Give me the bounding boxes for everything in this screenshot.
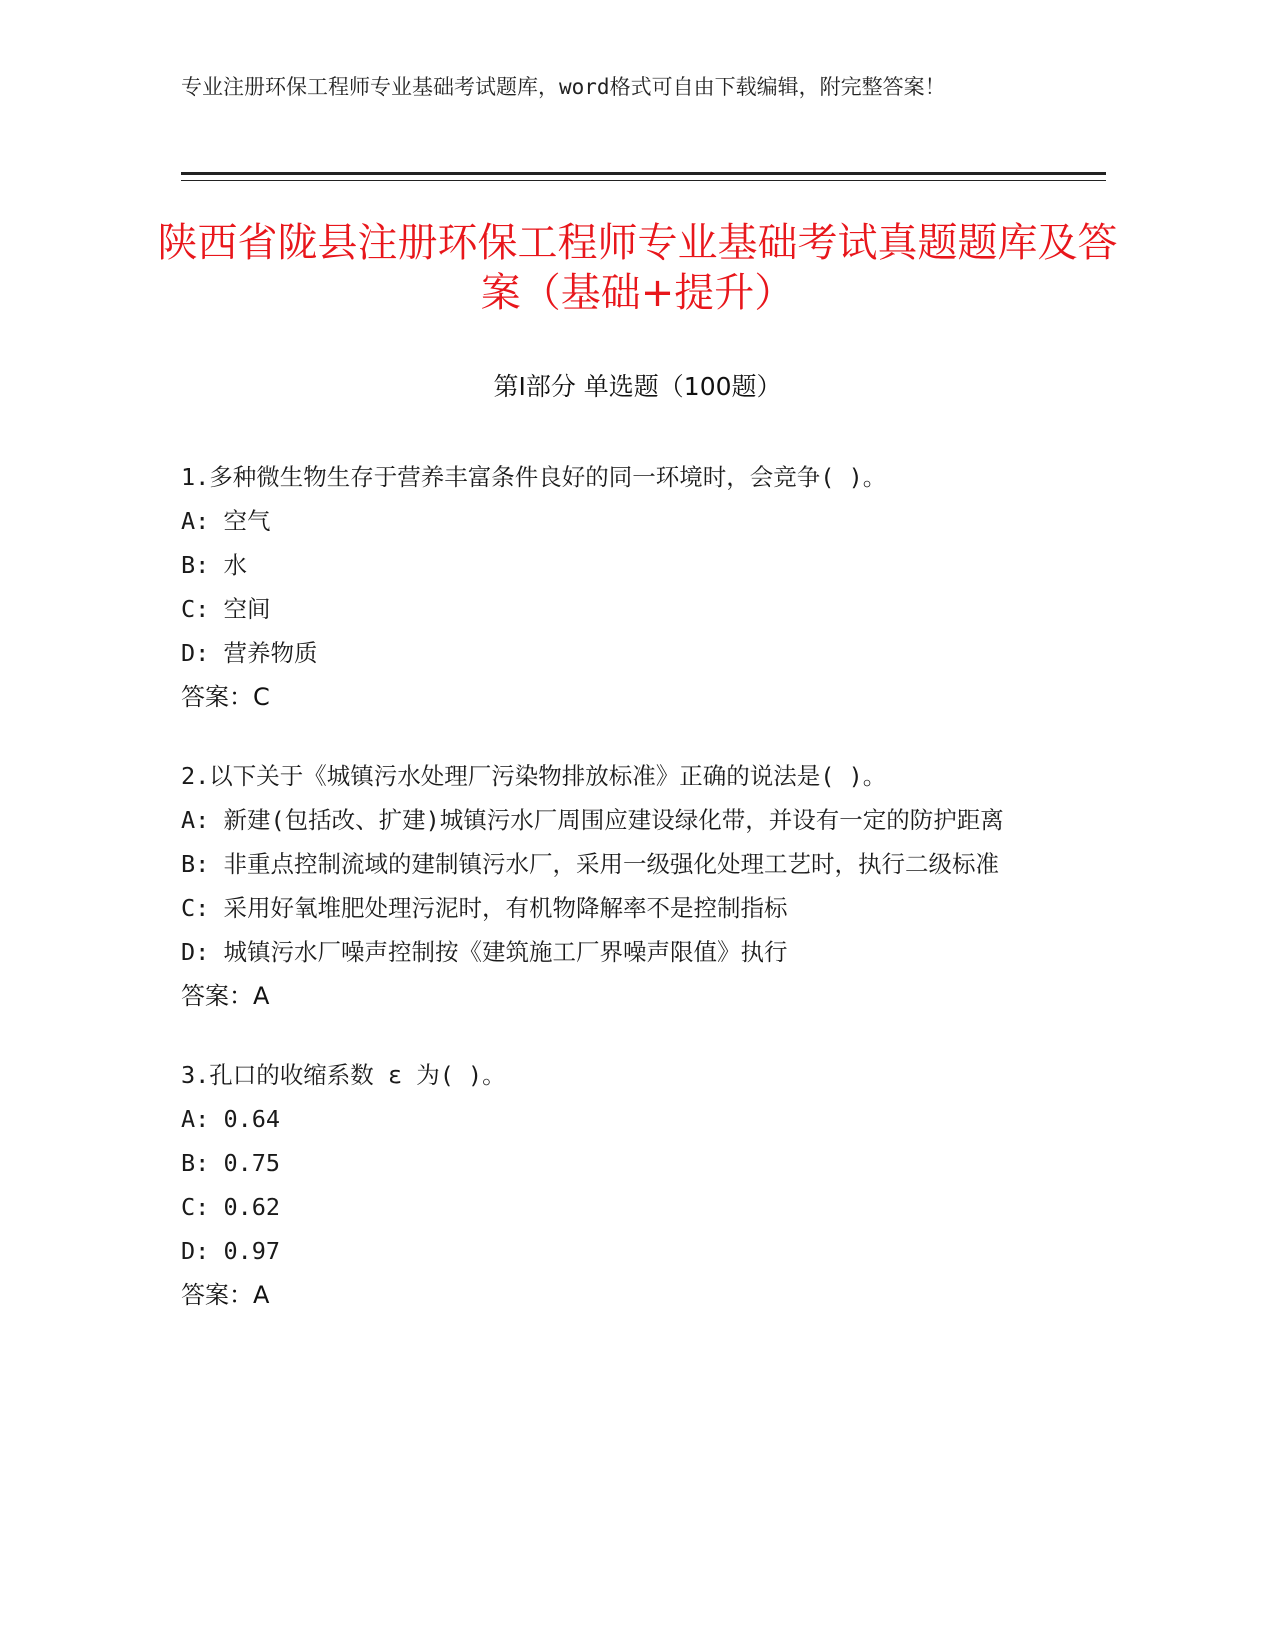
answer: 答案：A xyxy=(181,1281,270,1309)
option-d: D: 城镇污水厂噪声控制按《建筑施工厂界噪声限值》执行 xyxy=(181,938,788,966)
answer: 答案：A xyxy=(181,982,270,1010)
option-b: B: 非重点控制流域的建制镇污水厂，采用一级强化处理工艺时，执行二级标准 xyxy=(181,850,999,878)
question-1 xyxy=(181,455,1081,719)
option-b: B: 0.75 xyxy=(181,1149,281,1177)
option-a: A: 新建(包括改、扩建)城镇污水厂周围应建设绿化带，并设有一定的防护距离 xyxy=(181,806,1004,834)
option-d: D: 0.97 xyxy=(181,1237,281,1265)
option-a: A: 空气 xyxy=(181,507,271,535)
option-b: B: 水 xyxy=(181,551,247,579)
option-c: C: 空间 xyxy=(181,595,271,623)
question-stem: 1.多种微生物生存于营养丰富条件良好的同一环境时，会竞争( )。 xyxy=(181,463,887,491)
document-title: 陕西省陇县注册环保工程师专业基础考试真题题库及答案（基础+提升） xyxy=(157,220,1118,316)
question-stem: 2.以下关于《城镇污水处理厂污染物排放标准》正确的说法是( )。 xyxy=(181,762,887,790)
question-stem: 3.孔口的收缩系数 ε 为( )。 xyxy=(181,1061,506,1089)
header-note: 专业注册环保工程师专业基础考试题库，word格式可自由下载编辑，附完整答案！ xyxy=(181,75,946,99)
answer: 答案：C xyxy=(181,683,270,711)
section-title: 第I部分 单选题（100题） xyxy=(493,372,782,401)
option-a: A: 0.64 xyxy=(181,1105,281,1133)
option-c: C: 采用好氧堆肥处理污泥时，有机物降解率不是控制指标 xyxy=(181,894,788,922)
header-rule-thick xyxy=(181,172,1106,175)
question-list xyxy=(181,455,1081,1352)
question-2 xyxy=(181,754,1081,1018)
question-3 xyxy=(181,1053,1081,1317)
option-c: C: 0.62 xyxy=(181,1193,281,1221)
option-d: D: 营养物质 xyxy=(181,639,318,667)
header-rule-thin xyxy=(181,180,1106,181)
